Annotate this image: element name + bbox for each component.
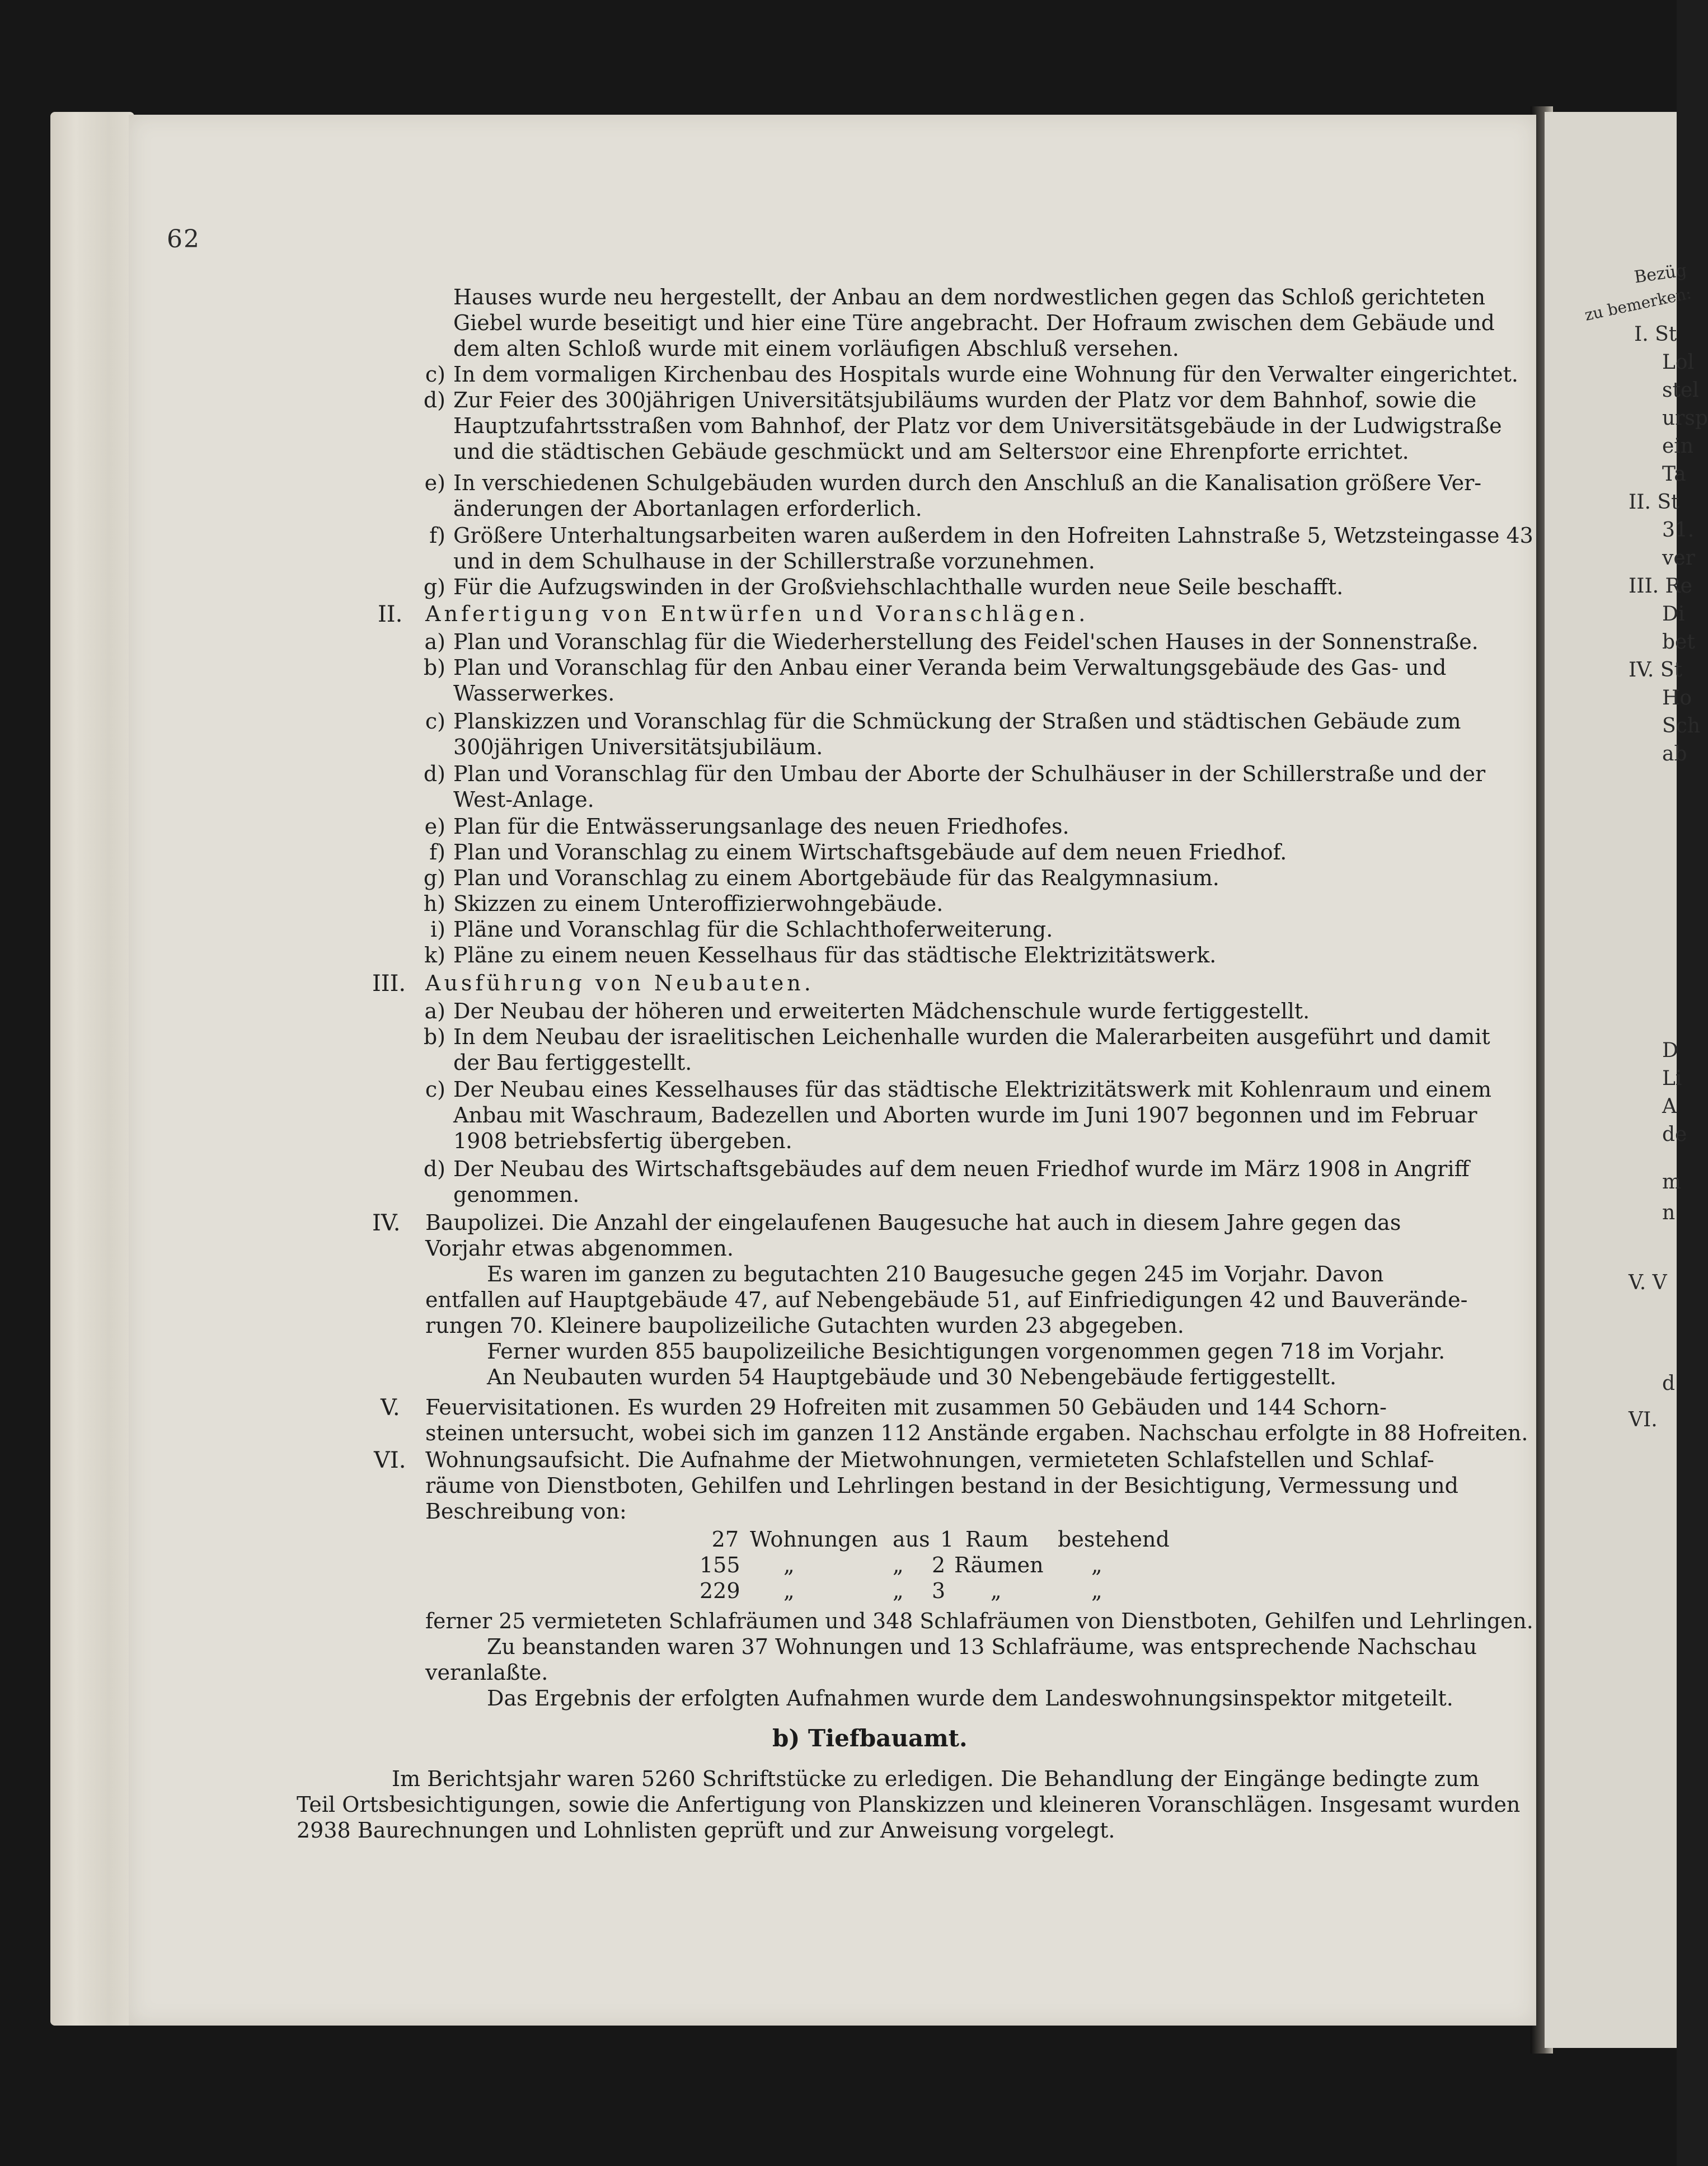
text-line: In dem vormaligen Kirchenbau des Hospitals wurde eine Wohnung für den Verwalter eingerichtet. bbox=[453, 362, 1518, 387]
table-cell: „ bbox=[1091, 1553, 1102, 1577]
item-label: b) bbox=[423, 1025, 445, 1049]
facing-page-fragment: Sch bbox=[1662, 715, 1701, 737]
item-label: c) bbox=[425, 1077, 445, 1102]
table-cell: 3 bbox=[932, 1578, 946, 1603]
text-line: Vorjahr etwas abgenommen. bbox=[425, 1236, 734, 1261]
facing-page-fragment: Ho bbox=[1662, 687, 1692, 710]
section-heading: b) Tiefbauamt. bbox=[772, 1725, 968, 1752]
text-line: Hauses wurde neu hergestellt, der Anbau an dem nordwestlichen gegen das Schloß gerichteten bbox=[453, 285, 1486, 309]
text-line: Plan und Voranschlag zu einem Abortgebäude für das Realgymnasium. bbox=[453, 866, 1219, 890]
facing-page-fragment: de bbox=[1662, 1123, 1687, 1146]
item-label: e) bbox=[424, 471, 445, 495]
text-line: rungen 70. Kleinere baupolizeiliche Gutachten wurden 23 abgegeben. bbox=[425, 1313, 1184, 1338]
facing-page-fragment: bet bbox=[1662, 631, 1695, 654]
facing-page-fragment: ein bbox=[1662, 435, 1694, 458]
text-line: Teil Ortsbesichtigungen, sowie die Anfertigung von Planskizzen und kleineren Voranschlägen. Insgesamt wurden bbox=[297, 1792, 1521, 1817]
facing-page-fragment: VI. bbox=[1629, 1408, 1658, 1431]
section-title: Anfertigung von Entwürfen und Voranschlägen. bbox=[425, 602, 1089, 626]
item-label: a) bbox=[424, 999, 445, 1023]
facing-page-fragment: ab bbox=[1662, 743, 1687, 765]
table-cell: Räumen bbox=[954, 1553, 1044, 1577]
text-line: räume von Dienstboten, Gehilfen und Lehrlingen bestand in der Besichtigung, Vermessung und bbox=[425, 1473, 1458, 1498]
facing-page-fragment: Ta bbox=[1662, 463, 1686, 486]
text-line: Plan und Voranschlag zu einem Wirtschaftsgebäude auf dem neuen Friedhof. bbox=[453, 840, 1287, 864]
facing-page-fragment: IV. St bbox=[1629, 659, 1682, 682]
text-line: In verschiedenen Schulgebäuden wurden durch den Anschluß an die Kanalisation größere Ver- bbox=[453, 471, 1482, 495]
item-label: c) bbox=[425, 362, 445, 387]
text-line: Plan für die Entwässerungsanlage des neuen Friedhofes. bbox=[453, 814, 1069, 839]
table-cell: „ bbox=[783, 1578, 795, 1603]
text-line: Der Neubau eines Kesselhauses für das städtische Elektrizitätswerk mit Kohlenraum und einem bbox=[453, 1077, 1492, 1102]
facing-page-fragment: zu bemerken: bbox=[1583, 284, 1693, 325]
text-line: veranlaßte. bbox=[425, 1660, 548, 1685]
item-label: a) bbox=[424, 629, 445, 654]
text-line: Wasserwerkes. bbox=[453, 681, 615, 706]
table-cell: „ bbox=[1091, 1578, 1102, 1603]
table-cell: Wohnungen bbox=[750, 1527, 878, 1552]
text-line: 300jährigen Universitätsjubiläum. bbox=[453, 735, 823, 759]
item-label: b) bbox=[423, 655, 445, 680]
text-line: 1908 betriebsfertig übergeben. bbox=[453, 1129, 792, 1153]
text-line: Größere Unterhaltungsarbeiten waren außerdem in den Hofreiten Lahnstraße 5, Wetzsteingasse 43 bbox=[453, 523, 1533, 548]
text-line: Baupolizei. Die Anzahl der eingelaufenen Baugesuche hat auch in diesem Jahre gegen das bbox=[425, 1210, 1401, 1235]
section-numeral: V. bbox=[381, 1395, 400, 1421]
table-cell: 155 bbox=[700, 1553, 740, 1577]
text-line: Plan und Voranschlag für den Umbau der Aborte der Schulhäuser in der Schillerstraße und der bbox=[453, 762, 1486, 786]
text-line: ferner 25 vermieteten Schlafräumen und 348 Schlafräumen von Dienstboten, Gehilfen und Lehrlingen. bbox=[425, 1609, 1533, 1633]
text-line: Ferner wurden 855 baupolizeiliche Besichtigungen vorgenommen gegen 718 im Vorjahr. bbox=[487, 1339, 1446, 1364]
text-line: West-Anlage. bbox=[453, 787, 594, 812]
item-label: f) bbox=[429, 840, 445, 864]
text-line: Giebel wurde beseitigt und hier eine Türe angebracht. Der Hofraum zwischen dem Gebäude und bbox=[453, 311, 1495, 335]
facing-page-fragment: 31. bbox=[1662, 519, 1695, 542]
text-line: Wohnungsaufsicht. Die Aufnahme der Mietwohnungen, vermieteten Schlafstellen und Schlaf- bbox=[425, 1448, 1434, 1472]
text-line: entfallen auf Hauptgebäude 47, auf Nebengebäude 51, auf Einfriedigungen 42 und Bauverände- bbox=[425, 1288, 1468, 1312]
text-line: Skizzen zu einem Unteroffizierwohngebäude. bbox=[453, 891, 944, 916]
text-line: Zur Feier des 300jährigen Universitätsjubiläums wurden der Platz vor dem Bahnhof, sowie die bbox=[453, 388, 1477, 412]
facing-page-fragment: ursp bbox=[1662, 407, 1708, 430]
facing-page-fragment: Di bbox=[1662, 603, 1685, 626]
table-cell: „ bbox=[991, 1578, 1002, 1603]
text-line: Anbau mit Waschraum, Badezellen und Aborten wurde im Juni 1907 begonnen und im Februar bbox=[453, 1103, 1477, 1127]
page-number: 62 bbox=[167, 225, 200, 253]
text-line: Es waren im ganzen zu begutachten 210 Baugesuche gegen 245 im Vorjahr. Davon bbox=[487, 1262, 1384, 1286]
text-line: Für die Aufzugswinden in der Großviehschlachthalle wurden neue Seile beschafft. bbox=[453, 575, 1344, 599]
item-label: g) bbox=[423, 575, 445, 599]
text-line: steinen untersucht, wobei sich im ganzen 112 Anstände ergaben. Nachschau erfolgte in 88 Hofreiten. bbox=[425, 1421, 1528, 1445]
table-cell: „ bbox=[893, 1578, 904, 1603]
facing-page-fragment: m bbox=[1662, 1171, 1682, 1194]
text-line: und die städtischen Gebäude geschmückt und am Seltersטor eine Ehrenpforte errichtet. bbox=[453, 439, 1409, 464]
text-line: Der Neubau der höheren und erweiterten Mädchenschule wurde fertiggestellt. bbox=[453, 999, 1310, 1023]
text-line: 2938 Baurechnungen und Lohnlisten geprüft und zur Anweisung vorgelegt. bbox=[297, 1818, 1115, 1843]
text-line: dem alten Schloß wurde mit einem vorläufigen Abschluß versehen. bbox=[453, 336, 1179, 361]
text-line: und in dem Schulhause in der Schillerstraße vorzunehmen. bbox=[453, 549, 1095, 574]
text-line: änderungen der Abortanlagen erforderlich. bbox=[453, 496, 922, 521]
table-cell: bestehend bbox=[1058, 1527, 1170, 1552]
facing-page-fragment: D bbox=[1662, 1039, 1678, 1062]
item-label: c) bbox=[425, 709, 445, 734]
section-numeral: IV. bbox=[372, 1210, 401, 1236]
text-line: Beschreibung von: bbox=[425, 1499, 627, 1524]
text-line: Das Ergebnis der erfolgten Aufnahmen wurde dem Landeswohnungsinspektor mitgeteilt. bbox=[487, 1686, 1453, 1711]
table-cell: aus bbox=[893, 1527, 930, 1552]
text-line: Hauptzufahrtsstraßen vom Bahnhof, der Platz vor dem Universitätsgebäude in der Ludwigstraße bbox=[453, 414, 1502, 438]
facing-page-fragment: stel bbox=[1662, 379, 1699, 402]
table-cell: 2 bbox=[932, 1553, 946, 1577]
section-numeral: II. bbox=[378, 602, 403, 627]
facing-page-fragment: ver bbox=[1662, 547, 1695, 570]
item-label: k) bbox=[424, 943, 445, 967]
table-cell: 229 bbox=[700, 1578, 740, 1603]
facing-page-fragment: I. St bbox=[1634, 323, 1677, 346]
facing-page-fragment: V. V bbox=[1629, 1271, 1667, 1294]
facing-page-fragment: d bbox=[1662, 1372, 1676, 1395]
table-cell: „ bbox=[893, 1553, 904, 1577]
facing-page-fragment: Li bbox=[1662, 1067, 1682, 1090]
section-numeral: VI. bbox=[374, 1448, 406, 1473]
text-line: Feuervisitationen. Es wurden 29 Hofreiten mit zusammen 50 Gebäuden und 144 Schorn- bbox=[425, 1395, 1387, 1420]
facing-page-fragment: Bezüg bbox=[1632, 260, 1688, 288]
table-cell: 27 bbox=[711, 1527, 739, 1552]
text-line: Pläne zu einem neuen Kesselhaus für das städtische Elektrizitätswerk. bbox=[453, 943, 1217, 967]
text-line: Plan und Voranschlag für den Anbau einer Veranda beim Verwaltungsgebäude des Gas- und bbox=[453, 655, 1447, 680]
item-label: d) bbox=[423, 388, 445, 412]
section-title: Ausführung von Neubauten. bbox=[425, 971, 814, 995]
text-line: In dem Neubau der israelitischen Leichenhalle wurden die Malerarbeiten ausgeführt und damit bbox=[453, 1025, 1490, 1049]
facing-page-fragment: II. St bbox=[1629, 491, 1679, 514]
text-line: Plan und Voranschlag für die Wiederherstellung des Feidel'schen Hauses in der Sonnenstraße. bbox=[453, 629, 1479, 654]
text-line: Der Neubau des Wirtschaftsgebäudes auf dem neuen Friedhof wurde im März 1908 in Angriff bbox=[453, 1157, 1470, 1181]
item-label: d) bbox=[423, 762, 445, 786]
text-line: An Neubauten wurden 54 Hauptgebäude und 30 Nebengebäude fertiggestellt. bbox=[487, 1365, 1337, 1389]
text-line: Zu beanstanden waren 37 Wohnungen und 13 Schlafräume, was entsprechende Nachschau bbox=[487, 1634, 1477, 1659]
section-numeral: III. bbox=[372, 971, 406, 997]
table-cell: Raum bbox=[965, 1527, 1029, 1552]
table-cell: „ bbox=[783, 1553, 795, 1577]
text-line: Im Berichtsjahr waren 5260 Schriftstücke zu erledigen. Die Behandlung der Eingänge bedingte zum bbox=[392, 1766, 1480, 1791]
text-line: Pläne und Voranschlag für die Schlachthoferweiterung. bbox=[453, 917, 1053, 942]
facing-page-fragment: A bbox=[1662, 1095, 1677, 1118]
item-label: g) bbox=[423, 866, 445, 890]
text-line: genommen. bbox=[453, 1182, 580, 1207]
item-label: d) bbox=[423, 1157, 445, 1181]
item-label: f) bbox=[429, 523, 445, 548]
item-label: h) bbox=[423, 891, 445, 916]
item-label: i) bbox=[430, 917, 445, 942]
facing-page-fragment: III. Re bbox=[1629, 575, 1692, 598]
text-line: der Bau fertiggestellt. bbox=[453, 1050, 692, 1075]
text-line: Planskizzen und Voranschlag für die Schmückung der Straßen und städtischen Gebäude zum bbox=[453, 709, 1461, 734]
item-label: e) bbox=[424, 814, 445, 839]
facing-page-fragment: Lol bbox=[1662, 351, 1695, 374]
facing-page-fragment: n bbox=[1662, 1201, 1676, 1224]
table-cell: 1 bbox=[940, 1527, 954, 1552]
